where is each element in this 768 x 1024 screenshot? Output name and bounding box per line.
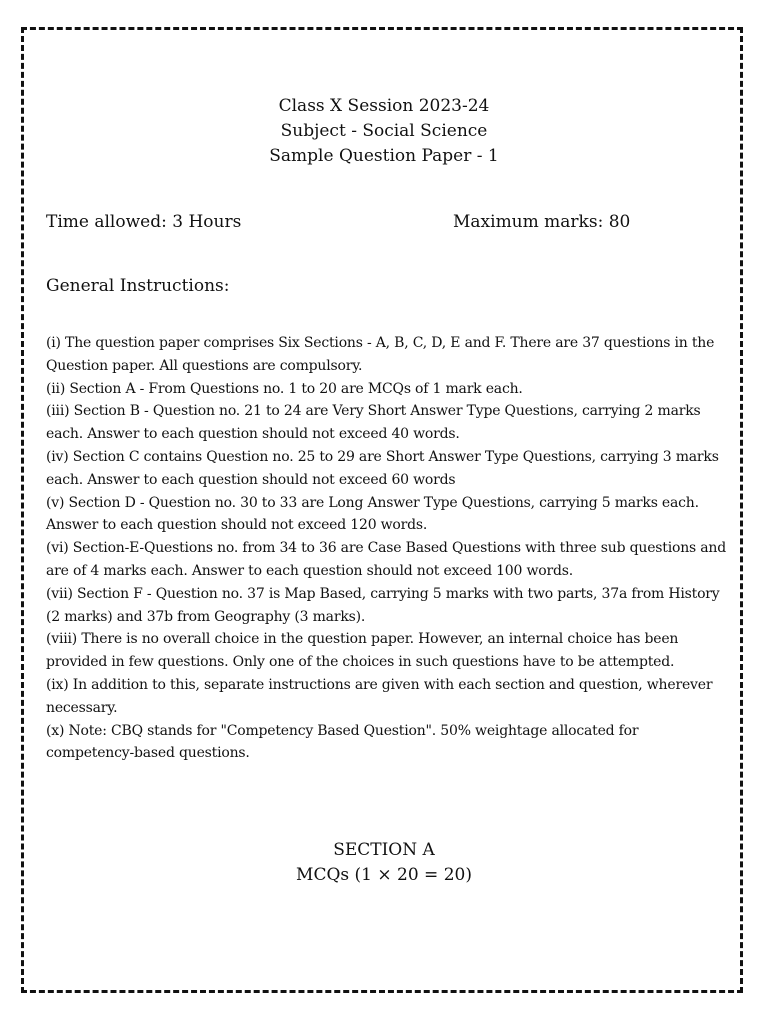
subject-title: Subject - Social Science [280,121,488,141]
section-subtitle: MCQs (1 × 20 = 20) [296,865,472,885]
instruction-item: (vi) Section-E-Questions no. from 34 to 36 are Case Based Questions with three sub questions and are of 4 marks each. Answer to each question should not exceed 100 words. [46,540,726,579]
instruction-item: (x) Note: CBQ stands for "Competency Based Question". 50% weightage allocated for competency-based questions. [46,722,639,762]
instruction-item: (i) The question paper comprises Six Sections - A, B, C, D, E and F. There are 37 questions in the Question paper. All questions are compulsory. [46,335,715,374]
instructions-list [46,332,726,765]
instruction-item: (ii) Section A - From Questions no. 1 to 20 are MCQs of 1 mark each. [46,380,523,397]
instruction-item: (viii) There is no overall choice in the question paper. However, an internal choice has been provided in few questions. Only one of the choices in such questions have to be attempted. [46,631,679,671]
time-allowed: Time allowed: 3 Hours [46,212,242,232]
instruction-item: (ix) In addition to this, separate instructions are given with each section and question, wherever necessary. [46,676,713,716]
instruction-item: (v) Section D - Question no. 30 to 33 are Long Answer Type Questions, carrying 5 marks each. Answer to each question should not exceed 120 words. [46,494,699,534]
instruction-item: (iv) Section C contains Question no. 25 to 29 are Short Answer Type Questions, carrying 3 marks each. Answer to each question should not exceed 60 words [46,448,719,488]
section-heading [0,838,768,888]
instruction-item: (iii) Section B - Question no. 21 to 24 are Very Short Answer Type Questions, carrying 2 marks each. Answer to each question should not exceed 40 words. [46,403,701,443]
general-instructions-heading: General Instructions: [46,276,230,296]
section-title: SECTION A [333,840,435,860]
paper-header [0,94,768,169]
paper-title: Sample Question Paper - 1 [269,146,499,166]
maximum-marks: Maximum marks: 80 [453,212,631,232]
instruction-item: (vii) Section F - Question no. 37 is Map Based, carrying 5 marks with two parts, 37a from History (2 marks) and 37b from Geography (3 marks). [46,585,720,625]
session-title: Class X Session 2023-24 [278,96,490,116]
